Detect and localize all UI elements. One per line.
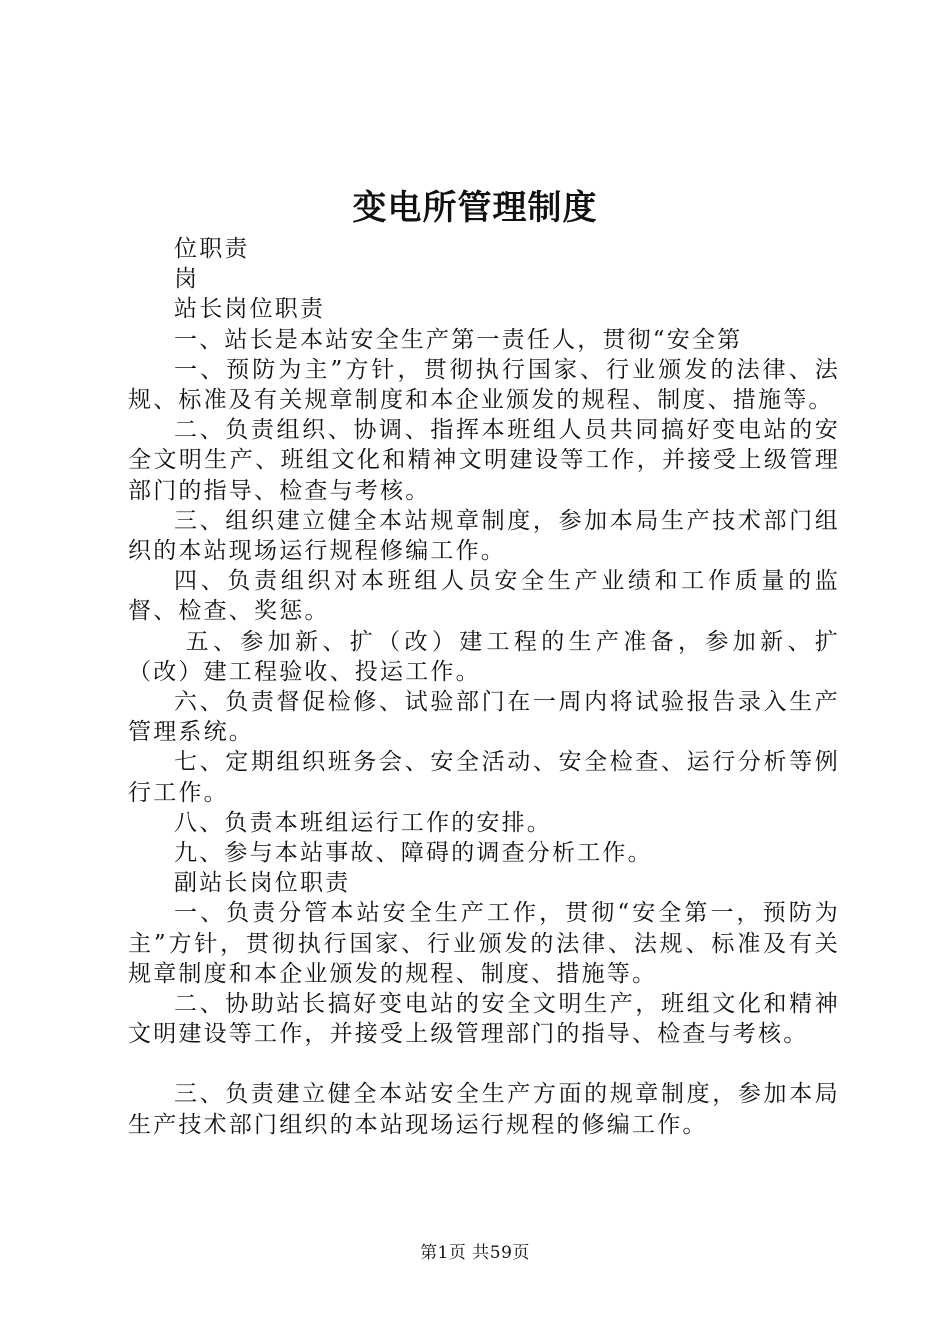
section-heading-deputy-station-master: 副站长岗位职责 (174, 870, 351, 897)
body-paragraph: 位职责 (174, 236, 250, 262)
document-title: 变电所管理制度 (352, 188, 598, 228)
body-paragraph: 九、参与本站事故、障碍的调查分析工作。 (174, 840, 653, 867)
body-paragraph: 四、负责组织对本班组人员安全生产业绩和工作质量的监督、检查、奖惩。 (128, 568, 840, 625)
body-paragraph: 七、定期组织班务会、安全活动、安全检查、运行分析等例行工作。 (128, 749, 840, 806)
body-paragraph: 三、组织建立健全本站规章制度，参加本局生产技术部门组织的本站现场运行规程修编工作。 (128, 507, 840, 565)
body-paragraph: 一、预防为主”方针，贯彻执行国家、行业颁发的法律、法规、标准及有关规章制度和本企业颁发的规程、制度、措施等。 (128, 356, 840, 414)
body-paragraph: 六、负责督促检修、试验部门在一周内将试验报告录入生产管理系统。 (128, 689, 840, 746)
body-paragraph: 八、负责本班组运行工作的安排。 (174, 809, 552, 836)
page-number-footer: 第1页 共59页 (420, 1243, 530, 1263)
body-paragraph: 二、协助站长搞好变电站的安全文明生产，班组文化和精神文明建设等工作，并接受上级管理部门的指导、检查与考核。 (128, 991, 840, 1048)
section-heading-station-master: 站长岗位职责 (174, 296, 326, 323)
body-paragraph: 一、站长是本站安全生产第一责任人，贯彻“安全第 (174, 326, 743, 353)
body-paragraph: 五、参加新、扩（改）建工程的生产准备，参加新、扩（改）建工程验收、投运工作。 (128, 628, 840, 685)
body-paragraph: 三、负责建立健全本站安全生产方面的规章制度，参加本局生产技术部门组织的本站现场运行规程的修编工作。 (128, 1081, 840, 1138)
body-paragraph: 二、负责组织、协调、指挥本班组人员共同搞好变电站的安全文明生产、班组文化和精神文明建设等工作，并接受上级管理部门的指导、检查与考核。 (128, 417, 840, 504)
body-paragraph: 一、负责分管本站安全生产工作，贯彻“安全第一，预防为主”方针，贯彻执行国家、行业颁发的法律、法规、标准及有关规章制度和本企业颁发的规程、制度、措施等。 (128, 900, 840, 987)
body-paragraph: 岗 (174, 266, 200, 293)
document-body (128, 234, 840, 1140)
